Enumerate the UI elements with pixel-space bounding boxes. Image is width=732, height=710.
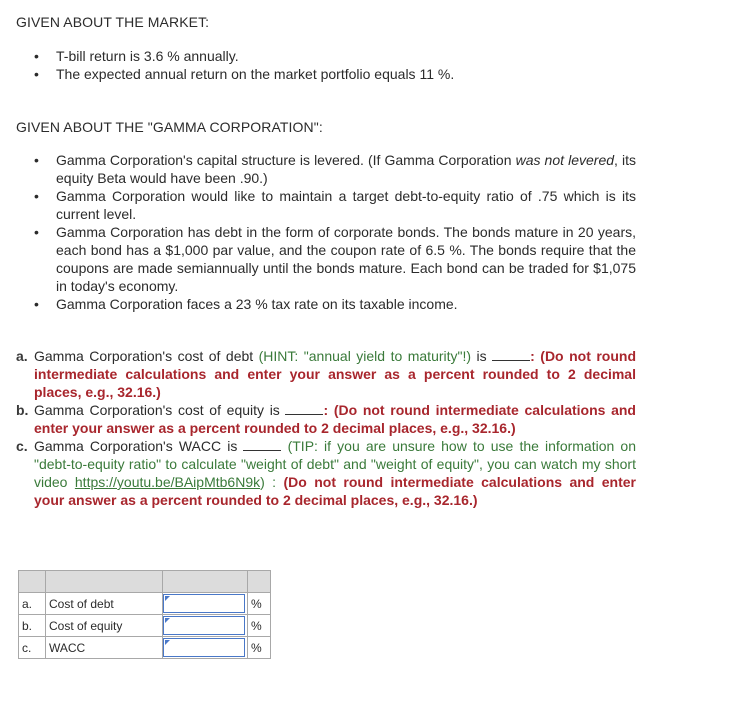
answer-blank bbox=[243, 439, 281, 451]
list-item: • T-bill return is 3.6 % annually. bbox=[34, 48, 239, 64]
list-item: • The expected annual return on the market portfolio equals 11 %. bbox=[34, 66, 455, 82]
answer-blank bbox=[285, 403, 323, 415]
table-header-row bbox=[19, 571, 271, 593]
wacc-input[interactable] bbox=[163, 638, 245, 657]
table-row: c. WACC % bbox=[19, 637, 271, 659]
cost-of-debt-input[interactable] bbox=[163, 594, 245, 613]
gamma-heading: GIVEN ABOUT THE "GAMMA CORPORATION": bbox=[16, 119, 323, 135]
list-item: • Gamma Corporation faces a 23 % tax rate on its taxable income. bbox=[34, 296, 458, 312]
table-row: a. Cost of debt % bbox=[19, 593, 271, 615]
market-list bbox=[34, 47, 646, 83]
video-link[interactable]: https://youtu.be/BAipMtb6N9k bbox=[74, 474, 261, 490]
list-item: • Gamma Corporation would like to maintain a target debt-to-equity ratio of .75 which is its current level. bbox=[34, 188, 636, 222]
answer-blank bbox=[492, 349, 530, 361]
list-item: • Gamma Corporation's capital structure is levered. (If Gamma Corporation was not levered, its equity Beta would have been .90.) bbox=[34, 152, 637, 186]
list-item: • Gamma Corporation has debt in the form of corporate bonds. The bonds mature in 20 years, each bond has a $1,000 par value, and the coupon rate of 6.5 %. The bonds require that the coupons are made semiannually until the bonds mature. Each bond can be traded for $1,075 in today's economy. bbox=[34, 224, 636, 294]
market-heading: GIVEN ABOUT THE MARKET: bbox=[16, 14, 210, 30]
question-a: a. Gamma Corporation's cost of debt (HINT: "annual yield to maturity"!) is : (Do not round intermediate calculations and enter your answer as a percent rounded to 2 decimal places, e.g., 32.16.) bbox=[16, 348, 637, 400]
question-c: c. Gamma Corporation's WACC is (TIP: if you are unsure how to use the information on "debt-to-equity ratio" to calculate "weight of debt" and "weight of equity", you can watch my short video https://youtu.be/BAipMtb6N9k) : (Do not round intermediate calculations and enter your answer as a percent rounded to 2 decimal places, e.g., 32.16.) bbox=[16, 438, 637, 508]
gamma-list bbox=[34, 151, 637, 313]
cost-of-equity-input[interactable] bbox=[163, 616, 245, 635]
answer-table bbox=[18, 570, 271, 659]
table-row: b. Cost of equity % bbox=[19, 615, 271, 637]
question-b: b. Gamma Corporation's cost of equity is : (Do not round intermediate calculations and enter your answer as a percent rounded to 2 decimal places, e.g., 32.16.) bbox=[16, 402, 636, 436]
